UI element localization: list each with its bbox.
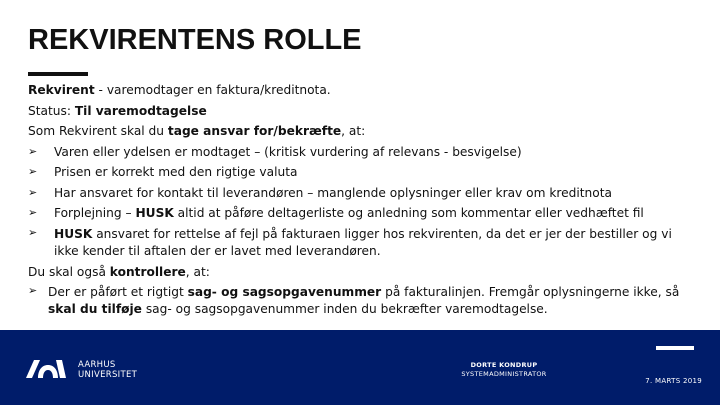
list-item xyxy=(28,282,698,320)
bullet-bold: HUSK xyxy=(54,226,93,241)
control-line xyxy=(28,262,698,283)
control-bold: sag- og sagsopgavenummer xyxy=(187,285,382,299)
control-bold-2: skal du tilføje xyxy=(48,302,142,316)
footer-date: 7. MARTS 2019 xyxy=(645,377,702,385)
bullet-text: Varen eller ydelsen er modtaget – (kritisk vurdering af relevans - besvigelse) xyxy=(54,144,522,159)
list-item xyxy=(28,203,698,224)
control-list xyxy=(28,282,698,320)
arrow-bullet-icon: ➢ xyxy=(28,206,38,219)
bullet-text-before: Forplejning – xyxy=(54,206,136,220)
control-before: Du skal også xyxy=(28,264,110,279)
arrow-bullet-icon: ➢ xyxy=(28,185,38,199)
arrow-bullet-icon: ➢ xyxy=(28,165,38,178)
arrow-bullet-icon: ➢ xyxy=(28,144,38,158)
bullet-text-after: ansvaret for rettelse af fejl på fakturaen ligger hos rekvirenten, da det er jer der bestiller og vi ikke kender til aftalen der er lavet med leverandøren. xyxy=(54,226,672,258)
university-line-1: AARHUS xyxy=(78,360,116,370)
bullet-bold: HUSK xyxy=(135,206,174,220)
title-underline xyxy=(28,72,88,76)
slide-footer xyxy=(0,330,720,405)
control-text-after: sag- og sagsopgavenummer inden du bekræfter varemodtagelse. xyxy=(141,302,548,316)
bullet-text: Har ansvaret for kontakt til leverandøren – manglende oplysninger eller krav om kreditnota xyxy=(54,185,612,200)
university-name xyxy=(78,360,137,380)
status-value: Til varemodtagelse xyxy=(74,103,207,118)
intro-before: Som Rekvirent skal du xyxy=(28,124,168,138)
bullet-text: Prisen er korrekt med den rigtige valuta xyxy=(54,165,298,179)
list-item xyxy=(28,162,698,183)
definition-text: - varemodtager en faktura/kreditnota. xyxy=(94,83,331,97)
control-text-middle: på fakturalinjen. Fremgår oplysningerne ikke, så xyxy=(381,285,680,299)
slide-body xyxy=(28,80,698,320)
slide-title: REKVIRENTENS ROLLE xyxy=(28,24,362,56)
university-line-2: UNIVERSITET xyxy=(78,370,138,380)
presenter-name: DORTE KONDRUP xyxy=(470,361,538,369)
intro-emphasis: tage ansvar for/bekræfte xyxy=(167,124,342,138)
responsibility-list xyxy=(28,142,698,262)
footer-accent-bar xyxy=(656,346,694,350)
definition-line xyxy=(28,80,698,101)
presenter-block xyxy=(440,361,568,379)
bullet-text-after: altid at påføre deltagerliste og anledning som kommentar eller vedhæftet fil xyxy=(173,206,644,220)
list-item xyxy=(28,183,698,204)
control-text-before: Der er påført et rigtigt xyxy=(48,285,188,299)
arrow-bullet-icon: ➢ xyxy=(28,284,38,297)
control-emphasis: kontrollere xyxy=(109,264,186,279)
list-item xyxy=(28,224,698,262)
intro-after: , at: xyxy=(341,124,366,138)
definition-term: Rekvirent xyxy=(28,83,95,97)
presenter-role: SYSTEMADMINISTRATOR xyxy=(461,370,547,378)
intro-line xyxy=(28,121,698,142)
status-line xyxy=(28,101,698,122)
status-label: Status: xyxy=(28,103,75,118)
aarhus-university-logo-icon xyxy=(24,356,68,384)
arrow-bullet-icon: ➢ xyxy=(28,225,38,239)
control-after: , at: xyxy=(185,264,210,279)
list-item xyxy=(28,142,698,163)
